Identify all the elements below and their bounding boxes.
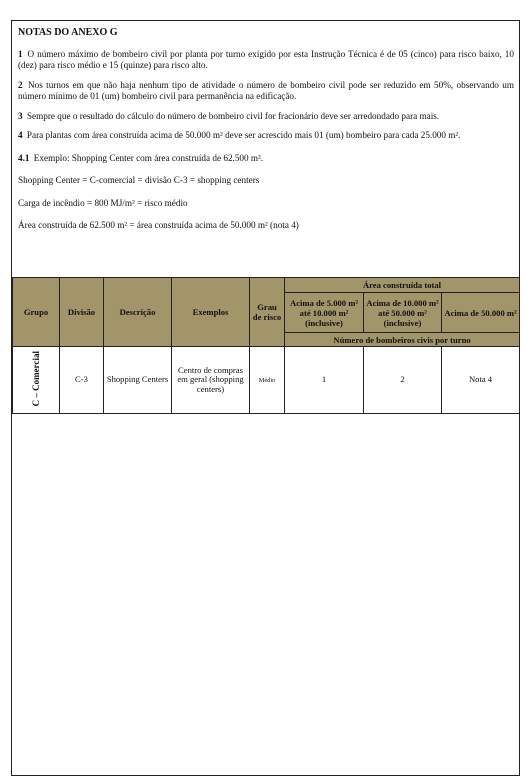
cell-exemplos: Centro de compras em geral (shopping centers) [172,347,250,414]
header-numero-bombeiros: Número de bombeiros civis por turno [285,333,520,347]
note-number: 4.1 [18,152,30,163]
annex-g-table [12,277,520,414]
note-example [18,153,514,165]
header-area-1: Acima de 5.000 m² até 10.000 m² (inclusive) [285,293,364,333]
notes-section [18,27,514,240]
note-text: Exemplo: Shopping Center com área construída de 62.500 m². [33,152,264,163]
note-4 [18,130,514,142]
header-area-total: Área construída total [285,278,520,293]
note-2 [18,80,514,103]
note-text: O número máximo de bombeiro civil por planta por turno exigido por esta Instrução Técnica é de 05 (cinco) para risco baixo, 10 (dez) para risco médio e 15 (quinze) para risco alto. [18,48,514,70]
note-number: 4 [18,130,23,140]
note-text: Nos turnos em que não haja nenhum tipo de atividade o número de bombeiro civil pode ser reduzido em 50%, observando um número mínimo de 01 (um) bombeiro civil para permanência na edificação. [18,79,515,101]
note-text: Para plantas com área construída acima de 50.000 m² deve ser acrescido mais 01 (um) bombeiro para cada 25.000 m². [26,130,461,140]
grupo-vertical-text: C – Comercial [31,351,41,407]
note-3 [18,111,514,123]
cell-descricao: Shopping Centers [104,347,172,414]
note-number: 1 [18,48,23,59]
example-line: Carga de incêndio = 800 MJ/m² = risco médio [18,197,188,208]
header-descricao: Descrição [104,278,172,347]
cell-divisao: C-3 [60,347,104,414]
header-exemplos: Exemplos [172,278,250,347]
header-area-2: Acima de 10.000 m² até 50.000 m² (inclusive) [364,293,442,333]
note-number: 2 [18,79,23,90]
cell-area-3: Nota 4 [442,347,520,414]
header-grau-risco: Grau de risco [250,278,285,347]
notes-title: NOTAS DO ANEXO G [18,27,118,38]
example-line: Área construída de 62.500 m² = área construída acima de 50.000 m² (nota 4) [18,220,299,230]
cell-area-1: 1 [285,347,364,414]
cell-grau-risco: Médio [250,347,285,414]
example-line: Shopping Center = C-comercial = divisão C-3 = shopping centers [18,175,260,185]
document-frame [11,20,520,776]
cell-area-2: 2 [364,347,442,414]
note-text: Sempre que o resultado do cálculo do número de bombeiro civil for fracionário deve ser arredondado para mais. [26,110,440,121]
note-1 [18,49,514,72]
header-area-3: Acima de 50.000 m² [442,293,520,333]
header-grupo: Grupo [13,278,60,347]
header-divisao: Divisão [60,278,104,347]
note-number: 3 [18,110,23,121]
cell-grupo [13,347,60,414]
